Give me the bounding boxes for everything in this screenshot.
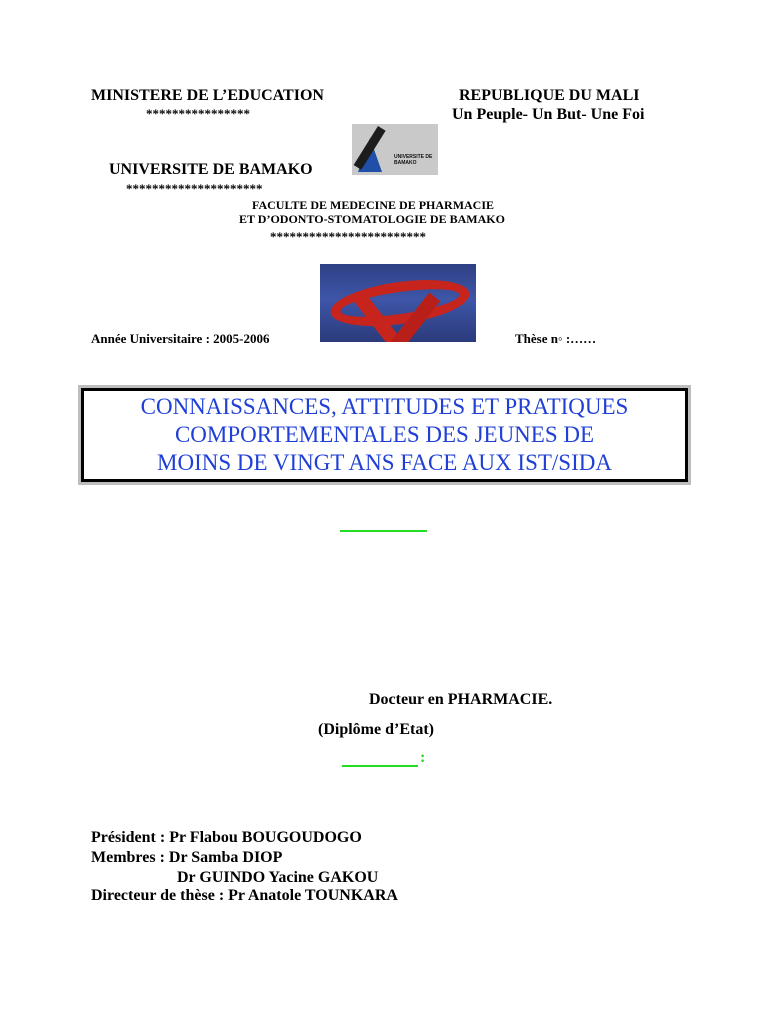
republic-name: REPUBLIQUE DU MALI — [459, 87, 640, 104]
green-colon: : — [420, 749, 426, 766]
university-logo-text: UNIVERSITE DE BAMAKO — [394, 154, 433, 166]
university-logo — [352, 124, 438, 175]
thesis-title-line-2: COMPORTEMENTALES DES JEUNES DE — [174, 422, 595, 447]
university-separator: ********************* — [126, 181, 263, 196]
thesis-number: Thèse n◦ :…… — [515, 331, 597, 346]
faculty-line-1: FACULTE DE MEDECINE DE PHARMACIE — [252, 198, 495, 212]
academic-year: Année Universitaire : 2005-2006 — [91, 331, 270, 346]
jury-member-2: Dr GUINDO Yacine GAKOU — [177, 869, 379, 886]
thesis-title-box — [78, 385, 691, 485]
green-underline-2 — [342, 765, 418, 767]
thesis-director: Directeur de thèse : Pr Anatole TOUNKARA — [91, 887, 398, 904]
faculty-line-2: ET D’ODONTO-STOMATOLOGIE DE BAMAKO — [239, 212, 505, 226]
thesis-title-line-3: MOINS DE VINGT ANS FACE AUX IST/SIDA — [157, 450, 612, 475]
national-motto: Un Peuple- Un But- Une Foi — [452, 106, 645, 123]
faculty-separator: ************************ — [270, 229, 426, 244]
jury-president: Président : Pr Flabou BOUGOUDOGO — [91, 829, 362, 846]
university-name: UNIVERSITE DE BAMAKO — [109, 161, 313, 178]
diploma-type: (Diplôme d’Etat) — [318, 721, 434, 738]
ministry-separator: **************** — [146, 106, 250, 121]
jury-members: Membres : Dr Samba DIOP — [91, 849, 283, 866]
red-ribbon-image — [320, 264, 476, 342]
degree-title: Docteur en PHARMACIE. — [369, 691, 553, 708]
ministry-name: MINISTERE DE L’EDUCATION — [91, 87, 324, 104]
green-underline — [340, 530, 427, 532]
thesis-title-line-1: CONNAISSANCES, ATTITUDES ET PRATIQUES — [140, 394, 629, 419]
